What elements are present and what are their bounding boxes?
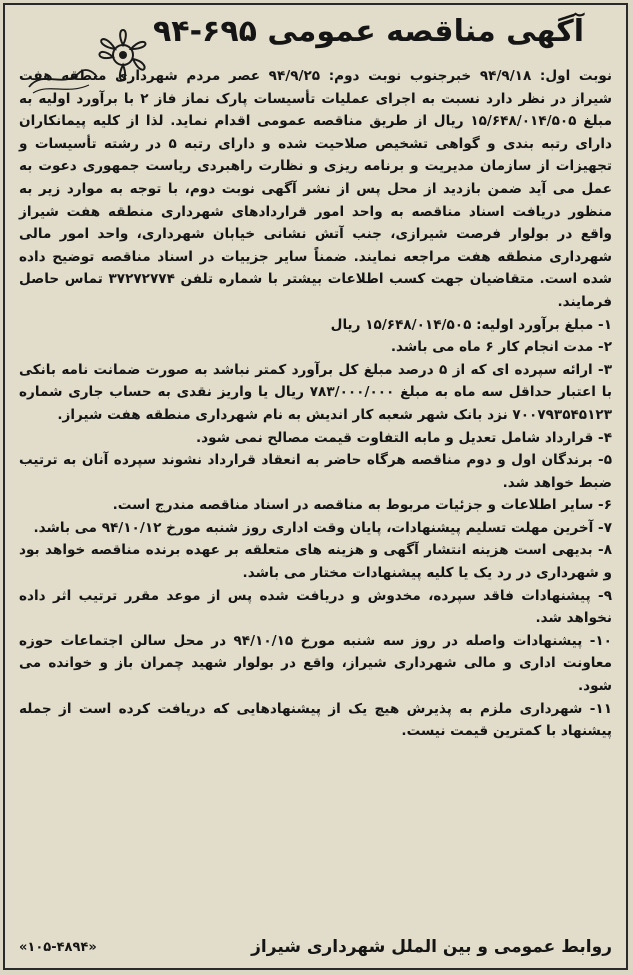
tender-notice: [3, 3, 628, 970]
notice-item: ۵- برندگان اول و دوم مناقصه هرگاه حاضر به انعقاد قرارداد نشوند سپرده آنان به ترتیب ضبط خواهد شد.: [19, 452, 612, 491]
notice-item: ۲- مدت انجام کار ۶ ماه می باشد.: [390, 339, 612, 356]
notice-item: ۱- مبلغ برآورد اولیه: ۱۵/۶۴۸/۰۱۴/۵۰۵ ریال: [330, 316, 612, 333]
notice-intro-paragraph: نوبت اول: ۹۴/۹/۱۸ خبرجنوب نوبت دوم: ۹۴/۹/۲۵ عصر مردم شهرداری منطقه هفت شیراز در نظر دارد نسبت به اجرای عملیات تأسیسات پارک نماز فاز ۲ با برآورد اولیه به مبلغ ۱۵/۶۴۸/۰۱۴/۵۰۵ ریال از طریق مناقصه عمومی اقدام نماید. لذا از کلیه پیمانکاران دارای رتبه بندی و گواهی تشخیص صلاحیت شده و دارای رتبه ۵ در رشته تأسیسات و تجهیزات از سازمان مدیریت و برنامه ریزی و نظارت راهبردی ریاست جمهوری دعوت به عمل می آید ضمن بازدید از محل پس از نشر آگهی نوبت دوم، با توجه به موارد زیر به منظور دریافت اسناد مناقصه به واحد امور قراردادهای شهرداری منطقه هفت شیراز واقع در بولوار فرصت شیرازی، جنب آتش نشانی خیابان شهرداری، واحد امور مالی شهرداری منطقه هفت مراجعه نمایند. ضمناً سایر جزییات در اسناد مناقصه توضیح داده شده است. متقاضیان جهت کسب اطلاعات بیشتر با شماره تلفن ۳۷۲۷۲۷۷۴ تماس حاصل فرمایند.: [19, 68, 612, 310]
notice-item: ۷- آخرین مهلت تسلیم پیشنهادات، پایان وقت اداری روز شنبه مورخ ۹۴/۱۰/۱۲ می باشد.: [33, 519, 612, 536]
notice-item: ۴- قرارداد شامل تعدیل و مابه التفاوت قیمت مصالح نمی شود.: [195, 429, 612, 446]
notice-item: ۱۱- شهرداری ملزم به پذیرش هیچ یک از پیشنهادهایی که دریافت کرده است از جمله پیشنهاد با کمترین قیمت نیست.: [19, 700, 612, 740]
notice-footer: [19, 934, 612, 960]
notice-item: ۹- پیشنهادات فاقد سپرده، مخدوش و دریافت شده پس از موعد مقرر ترتیب اثر داده نخواهد شد.: [19, 587, 612, 627]
notice-item: ۶- سایر اطلاعات و جزئیات مربوط به مناقصه در اسناد مناقصه مندرج است.: [112, 497, 612, 514]
notice-code: «۱۰۵-۴۸۹۴»: [19, 940, 97, 955]
notice-item: ۸- بدیهی است هزینه انتشار آگهی و هزینه های متعلقه بر عهده برنده مناقصه خواهد بود و شهرداری در رد یک یا کلیه پیشنهادات مختار می باشد.: [19, 542, 612, 582]
notice-item: ۱۰- پیشنهادات واصله در روز سه شنبه مورخ ۹۴/۱۰/۱۵ در محل سالن اجتماعات حوزه معاونت اداری و مالی شهرداری شیراز، واقع در بولوار شهید چمران باز و خوانده می شود.: [19, 632, 612, 695]
notice-title: آگهی مناقصه عمومی ۶۹۵-۹۴: [152, 14, 584, 49]
notice-item: ۳- ارائه سپرده ای که از ۵ درصد مبلغ کل برآورد کمتر نباشد به صورت ضمانت نامه بانکی با اعتبار حداقل سه ماه به مبلغ ۷۸۳/۰۰۰/۰۰۰ ریال یا واریز نقدی به حساب جاری شماره ۷۰۰۷۹۳۵۴۵۱۲۳ نزد بانک شهر شعبه کار اندیش به نام شهرداری منطقه هفت شیراز.: [19, 361, 612, 423]
notice-body: [19, 65, 612, 743]
signature: روابط عمومی و بین الملل شهرداری شیراز: [251, 937, 612, 957]
